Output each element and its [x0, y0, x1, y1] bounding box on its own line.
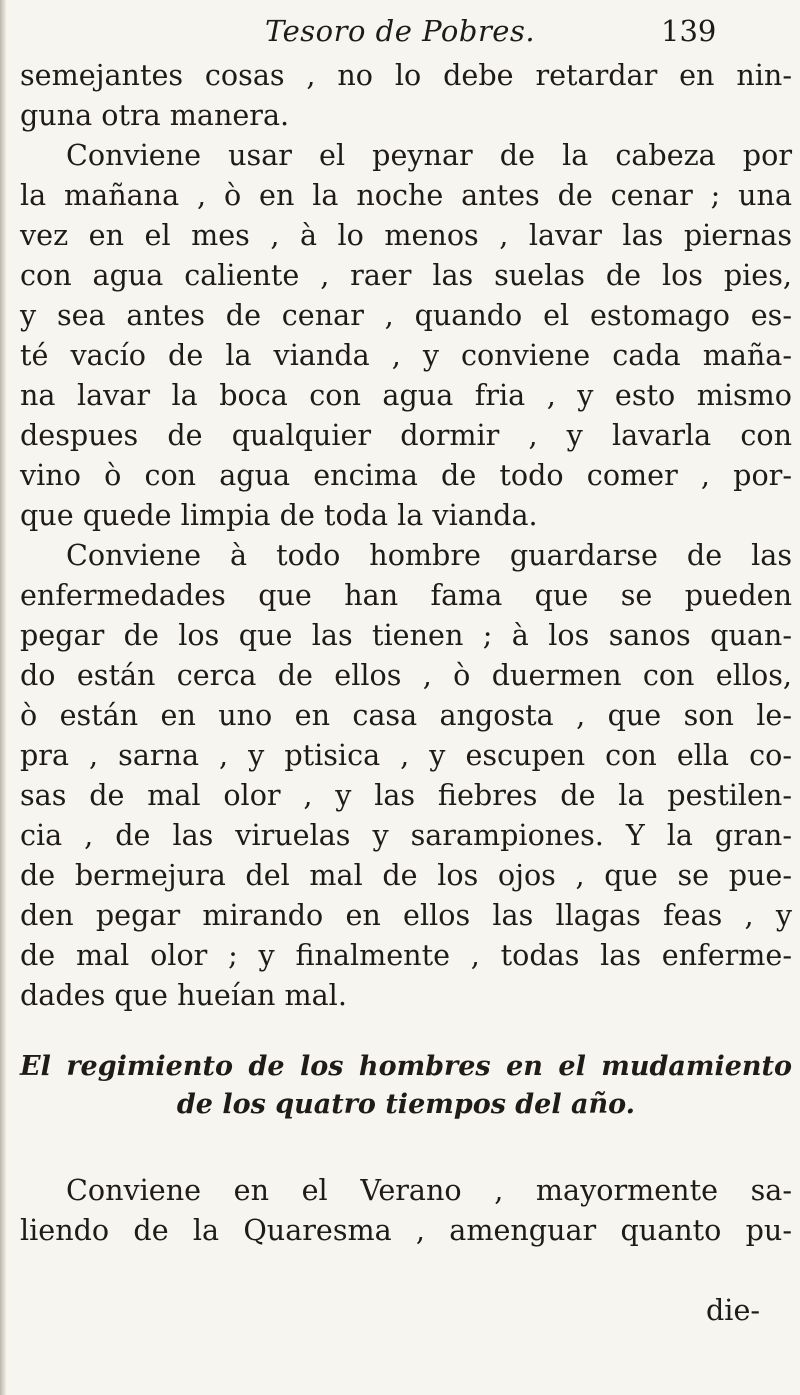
text-line: semejantes cosas , no lo debe retardar en nin- [20, 58, 792, 92]
section-text [20, 1170, 792, 1250]
text-line: de bermejura del mal de los ojos , que se pue- [20, 858, 792, 892]
text-line: den pegar mirando en ellos las llagas feas , y [20, 898, 792, 932]
text-line: ò están en uno en casa angosta , que son le- [20, 698, 792, 732]
text-line: pegar de los que las tienen ; à los sanos quan- [20, 618, 792, 652]
running-title: Tesoro de Pobres. [265, 14, 536, 48]
text-line: na lavar la boca con agua fria , y esto mismo [20, 378, 792, 412]
text-line: vez en el mes , à lo menos , lavar las piernas [20, 218, 792, 252]
text-line: dades que hueían mal. [20, 978, 347, 1012]
text-line: té vacío de la vianda , y conviene cada maña- [20, 338, 792, 372]
catchword: die- [706, 1293, 761, 1327]
page-header [0, 8, 800, 52]
section-heading [20, 1048, 792, 1124]
text-line: Conviene à todo hombre guardarse de las [66, 538, 792, 572]
text-line: enfermedades que han fama que se pueden [20, 578, 792, 612]
text-line: liendo de la Quaresma , amenguar quanto pu- [20, 1213, 792, 1247]
text-line: de mal olor ; y finalmente , todas las enferme- [20, 938, 792, 972]
text-line: guna otra manera. [20, 98, 290, 132]
text-line: despues de qualquier dormir , y lavarla con [20, 418, 792, 452]
text-line: sas de mal olor , y las fiebres de la pestilen- [20, 778, 792, 812]
text-line: que quede limpia de toda la vianda. [20, 498, 538, 532]
section-heading-line: El regimiento de los hombres en el mudamiento [20, 1051, 792, 1082]
text-line: Conviene en el Verano , mayormente sa- [66, 1173, 792, 1207]
text-line: cia , de las viruelas y sarampiones. Y la gran- [20, 818, 792, 852]
text-line: con agua caliente , raer las suelas de los pies, [20, 258, 792, 292]
text-line: la mañana , ò en la noche antes de cenar ; una [20, 178, 792, 212]
body-text [20, 55, 792, 1015]
section-heading-line: de los quatro tiempos del año. [176, 1089, 636, 1120]
text-line: y sea antes de cenar , quando el estomago es- [20, 298, 792, 332]
text-line: do están cerca de ellos , ò duermen con ellos, [20, 658, 792, 692]
page-number: 139 [661, 14, 717, 48]
page-gutter-shadow [0, 0, 6, 1395]
text-line: pra , sarna , y ptisica , y escupen con ella co- [20, 738, 792, 772]
text-line: vino ò con agua encima de todo comer , por- [20, 458, 792, 492]
text-line: Conviene usar el peynar de la cabeza por [66, 138, 792, 172]
